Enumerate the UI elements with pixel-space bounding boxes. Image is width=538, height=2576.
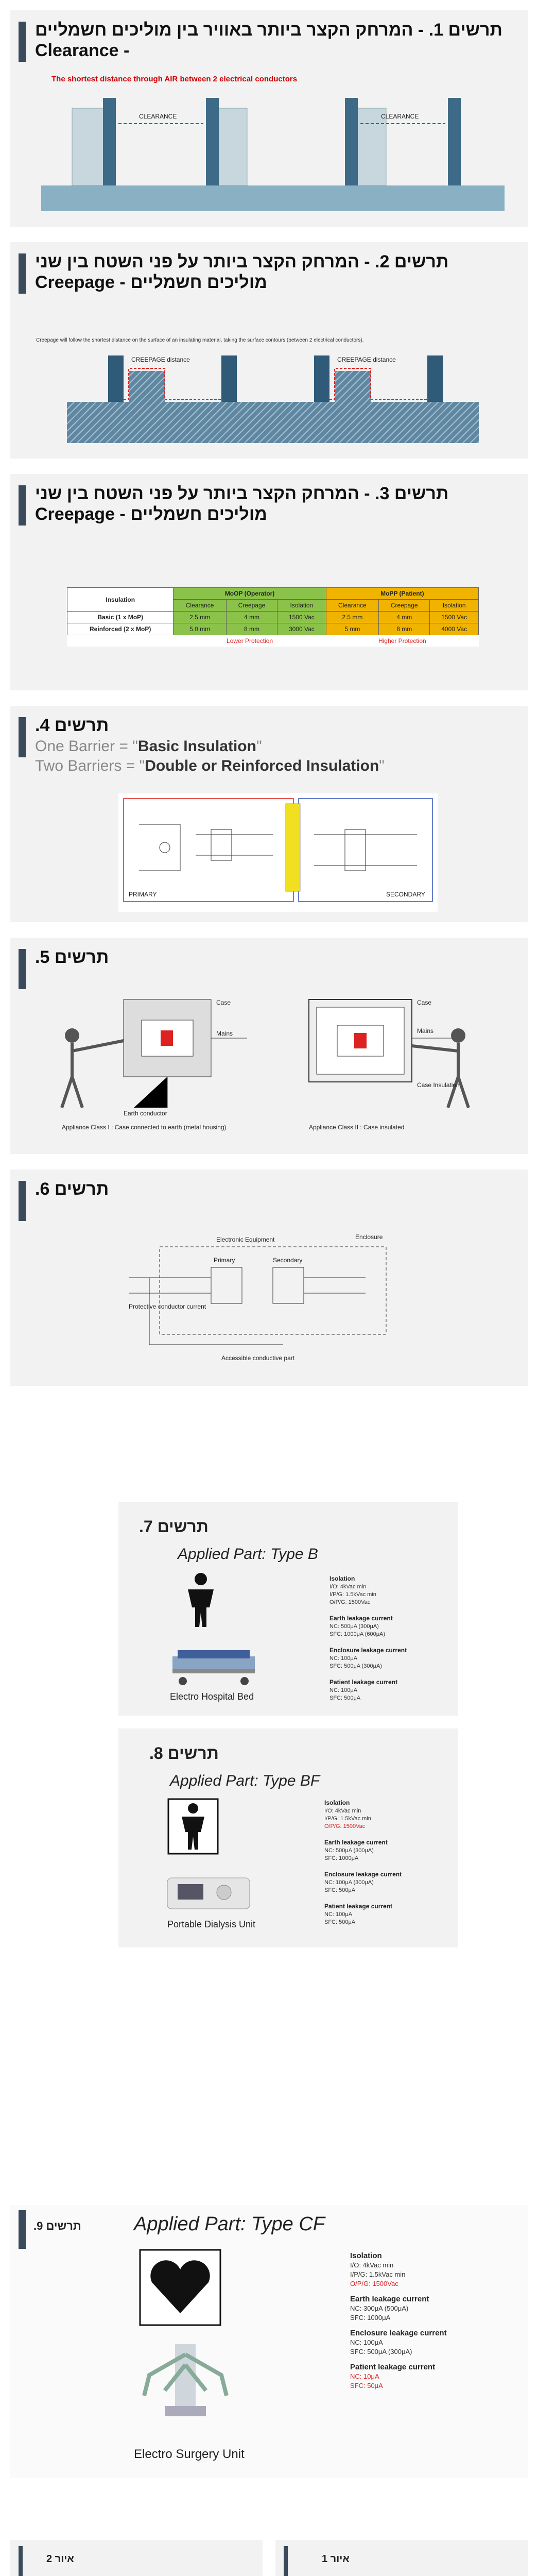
device-caption: Portable Dialysis Unit bbox=[167, 1919, 256, 1929]
type-b-symbol bbox=[178, 1571, 224, 1628]
figure-2 bbox=[10, 2540, 263, 2576]
higher-protection: Higher Protection bbox=[378, 637, 426, 645]
device-caption: Electro Hospital Bed bbox=[170, 1691, 254, 1702]
hospital-bed-image bbox=[167, 1641, 260, 1687]
lower-protection: Lower Protection bbox=[227, 637, 273, 645]
accent-bar bbox=[19, 1181, 26, 1221]
barrier-line-1: One Barrier = "Basic Insulation" bbox=[35, 738, 262, 755]
secondary-label: SECONDARY bbox=[386, 891, 425, 898]
case-label: Case bbox=[216, 999, 231, 1006]
cell: 4 mm bbox=[226, 612, 277, 623]
row-label: Reinforced (2 x MoP) bbox=[67, 623, 173, 635]
col-head: Creepage bbox=[226, 600, 277, 612]
primary-label: PRIMARY bbox=[129, 891, 157, 898]
protective-label: Protective conductor current bbox=[129, 1303, 206, 1310]
slide-title: תרשים 6. bbox=[35, 1179, 109, 1199]
creepage-caption: Creepage will follow the shortest distance on the surface of an insulating material, taking the surface contours (between 2 electrical conductors). bbox=[36, 337, 364, 343]
col-head: Clearance bbox=[173, 600, 226, 612]
class-ii-caption: Appliance Class II : Case insulated bbox=[309, 1124, 405, 1131]
cell: 1500 Vac bbox=[430, 612, 479, 623]
accent-bar bbox=[19, 253, 26, 294]
slide-title: תרשים 7. bbox=[139, 1517, 209, 1536]
cell: 8 mm bbox=[379, 623, 430, 635]
class-ii-diagram bbox=[288, 989, 505, 1133]
clearance-caption: The shortest distance through AIR between 2 electrical conductors bbox=[51, 75, 298, 83]
cell: 1500 Vac bbox=[277, 612, 326, 623]
slide-barriers bbox=[10, 706, 528, 922]
slide-type-b bbox=[118, 1502, 458, 1716]
class-i-caption: Appliance Class I : Case connected to earth (metal housing) bbox=[62, 1124, 227, 1131]
cell: 5.0 mm bbox=[173, 623, 226, 635]
secondary-label: Secondary bbox=[273, 1257, 303, 1264]
slide-clearance bbox=[10, 10, 528, 227]
creepage-label-1: CREEPAGE distance bbox=[131, 356, 190, 363]
clearance-label-1: CLEARANCE bbox=[139, 113, 177, 120]
slide-title: תרשים 1. - המרחק הקצר ביותר באוויר בין מוליכים חשמליים - Clearance bbox=[35, 20, 502, 60]
cell: 5 mm bbox=[326, 623, 378, 635]
accent-bar bbox=[19, 485, 26, 526]
accent-bar bbox=[284, 2546, 288, 2576]
col-head: Isolation bbox=[277, 600, 326, 612]
creepage-label-2: CREEPAGE distance bbox=[337, 356, 396, 363]
class-i-diagram bbox=[41, 989, 257, 1133]
accent-bar bbox=[19, 2546, 23, 2576]
cell: 4 mm bbox=[379, 612, 430, 623]
applied-part-title: Applied Part: Type CF bbox=[134, 2213, 325, 2235]
primary-label: Primary bbox=[214, 1257, 235, 1264]
insulation-header: Insulation bbox=[67, 588, 173, 612]
accessible-label: Accessible conductive part bbox=[221, 1354, 295, 1362]
device-caption: Electro Surgery Unit bbox=[134, 2447, 245, 2461]
figure-label: איור 1 bbox=[322, 2553, 350, 2565]
figure-label: איור 2 bbox=[46, 2553, 74, 2565]
spec-list: Isolation I/O: 4kVac min I/P/G: 1.5kVac min O/P/G: 1500Vac Earth leakage current NC: 500μA (300μA) SFC: 1000μA Enclosure leakage current NC: 100μA (300μA) SFC: 500μA Patient leakage current NC: 100μA SFC: 500μA bbox=[324, 1799, 402, 1925]
col-head: Isolation bbox=[430, 600, 479, 612]
slide-protective-current bbox=[10, 1170, 528, 1386]
barrier-schematic bbox=[118, 793, 438, 912]
cell: 2.5 mm bbox=[173, 612, 226, 623]
equipment-label: Electronic Equipment bbox=[216, 1236, 275, 1243]
applied-part-title: Applied Part: Type B bbox=[178, 1546, 318, 1563]
slide-title: תרשים 5. bbox=[35, 947, 109, 967]
creepage-diagram bbox=[67, 350, 479, 448]
cell: 2.5 mm bbox=[326, 612, 378, 623]
table-row bbox=[67, 612, 479, 623]
slide-title: תרשים 9. bbox=[33, 2219, 81, 2232]
insulation-table bbox=[67, 587, 479, 647]
slide-type-cf bbox=[10, 2205, 528, 2478]
slide-title: תרשים 2. - המרחק הקצר ביותר על פני השטח בין שני מוליכים חשמליים - Creepage bbox=[35, 252, 449, 292]
slide-insulation-table bbox=[10, 474, 528, 690]
mains-label: Mains bbox=[216, 1030, 233, 1037]
slide-appliance-class bbox=[10, 938, 528, 1154]
dialysis-unit-image bbox=[162, 1873, 255, 1914]
mopp-header: MoPP (Patient) bbox=[326, 588, 478, 600]
earth-label: Earth conductor bbox=[124, 1110, 167, 1117]
type-bf-symbol bbox=[167, 1798, 219, 1855]
accent-bar bbox=[19, 2210, 26, 2249]
applied-part-title: Applied Part: Type BF bbox=[170, 1772, 320, 1789]
type-cf-symbol bbox=[139, 2249, 221, 2326]
slide-title: תרשים 8. bbox=[149, 1744, 219, 1762]
accent-bar bbox=[19, 949, 26, 989]
spec-list: Isolation I/O: 4kVac min I/P/G: 1.5kVac min O/P/G: 1500Vac Earth leakage current NC: 500μA (300μA) SFC: 1000μA (600μA) Enclosure leakage current NC: 100μA SFC: 500μA (300μA) Patient leakage current NC: 100μA SFC: 500μA bbox=[329, 1575, 407, 1701]
surgery-unit-image bbox=[134, 2334, 237, 2427]
accent-bar bbox=[19, 717, 26, 757]
slide-title: תרשים 4. bbox=[35, 716, 109, 735]
slide-title: תרשים 3. - המרחק הקצר ביותר על פני השטח בין שני מוליכים חשמליים - Creepage bbox=[35, 484, 449, 524]
cell: 8 mm bbox=[226, 623, 277, 635]
clearance-label-2: CLEARANCE bbox=[381, 113, 419, 120]
slide-creepage bbox=[10, 242, 528, 459]
insulation-label: Case Insulation bbox=[417, 1081, 460, 1089]
mop-header: MoOP (Operator) bbox=[173, 588, 326, 600]
accent-bar bbox=[19, 22, 26, 62]
col-head: Creepage bbox=[379, 600, 430, 612]
cell: 4000 Vac bbox=[430, 623, 479, 635]
barrier-line-2: Two Barriers = "Double or Reinforced Insulation" bbox=[35, 757, 385, 774]
col-head: Clearance bbox=[326, 600, 378, 612]
mains-label: Mains bbox=[417, 1027, 434, 1035]
table-row bbox=[67, 623, 479, 635]
spec-list: Isolation I/O: 4kVac min I/P/G: 1.5kVac min O/P/G: 1500Vac Earth leakage current NC: 300μA (500μA) SFC: 1000μA Enclosure leakage current NC: 100μA SFC: 500μA (300μA) Patient leakage current NC: 10μA SFC: 50μA bbox=[350, 2251, 447, 2389]
slide-type-bf bbox=[118, 1728, 458, 1947]
cell: 3000 Vac bbox=[277, 623, 326, 635]
row-label: Basic (1 x MoP) bbox=[67, 612, 173, 623]
case-label: Case bbox=[417, 999, 432, 1006]
enclosure-label: Enclosure bbox=[355, 1233, 383, 1241]
clearance-diagram bbox=[41, 88, 505, 222]
equipment-schematic bbox=[129, 1226, 417, 1370]
figure-1 bbox=[275, 2540, 528, 2576]
